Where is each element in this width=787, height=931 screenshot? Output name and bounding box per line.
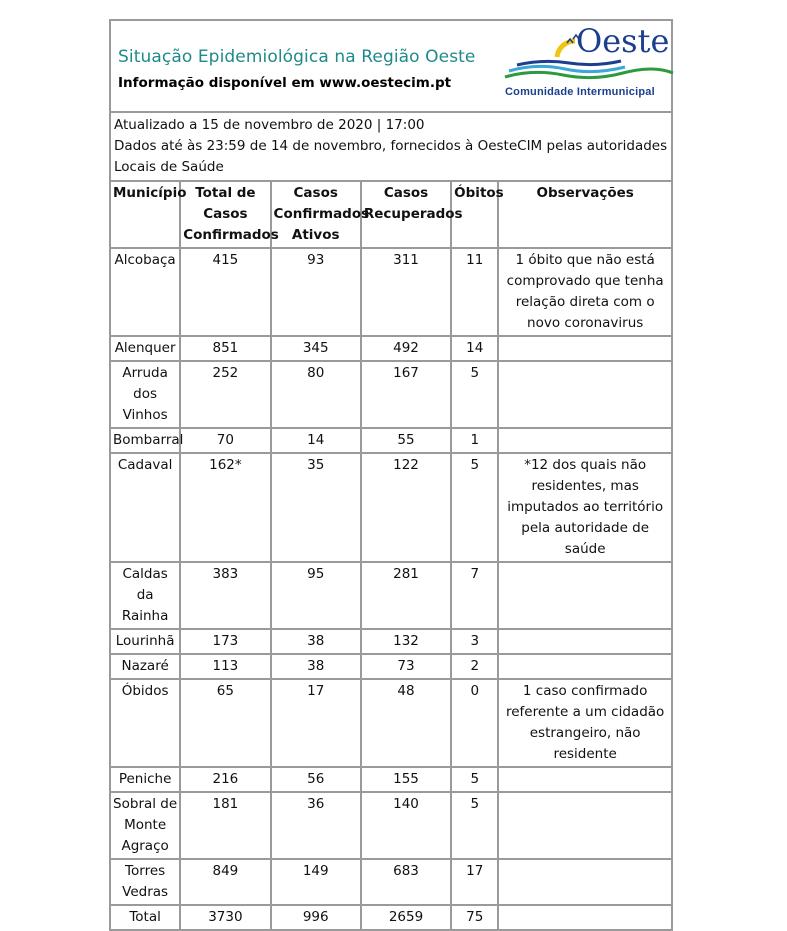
municipio-cell: Lourinhã [110,629,180,654]
table-row [110,679,672,767]
logo-subtitle: Comunidade Intermunicipal [505,86,655,98]
obitos-cell: 0 [451,679,498,767]
table-row [110,767,672,792]
obitos-cell: 7 [451,562,498,629]
table-row [110,428,672,453]
obs-cell: 1 óbito que não está comprovado que tenha relação direta com o novo coronavirus [498,248,672,336]
municipio-cell: Nazaré [110,654,180,679]
table-row [110,654,672,679]
total-cell: 849 [180,859,270,905]
table-row [110,792,672,859]
recuperados-cell: 167 [361,361,451,428]
obitos-cell: 5 [451,361,498,428]
municipio-cell: Caldas da Rainha [110,562,180,629]
col-ativos: Casos Confirmados Ativos [271,181,361,248]
ativos-cell: 56 [271,767,361,792]
total-total-cell: 3730 [180,905,270,930]
update-timestamp: Atualizado a 15 de novembro de 2020 | 17:00 [114,117,425,133]
total-obs-cell [498,905,672,930]
obitos-cell: 5 [451,453,498,562]
table-row [110,562,672,629]
total-cell: 181 [180,792,270,859]
obs-cell [498,859,672,905]
municipio-cell: Torres Vedras [110,859,180,905]
obitos-cell: 17 [451,859,498,905]
obitos-cell: 5 [451,792,498,859]
col-total: Total de Casos Confirmados [180,181,270,248]
ativos-cell: 35 [271,453,361,562]
obs-cell [498,767,672,792]
obs-cell: *12 dos quais não residentes, mas imputados ao território pela autoridade de saúde [498,453,672,562]
obitos-cell: 5 [451,767,498,792]
table-row [110,453,672,562]
total-cell: 65 [180,679,270,767]
total-cell: 415 [180,248,270,336]
ativos-cell: 93 [271,248,361,336]
ativos-cell: 36 [271,792,361,859]
recuperados-cell: 281 [361,562,451,629]
recuperados-cell: 311 [361,248,451,336]
ativos-cell: 95 [271,562,361,629]
total-cell: 851 [180,336,270,361]
obitos-cell: 2 [451,654,498,679]
ativos-cell: 149 [271,859,361,905]
municipio-cell: Alcobaça [110,248,180,336]
logo-word: Oeste [576,22,670,60]
obitos-cell: 14 [451,336,498,361]
recuperados-cell: 492 [361,336,451,361]
obitos-cell: 1 [451,428,498,453]
table-row [110,629,672,654]
recuperados-cell: 155 [361,767,451,792]
obs-cell [498,361,672,428]
obs-cell [498,654,672,679]
total-cell: 252 [180,361,270,428]
epidemiological-table [109,19,673,931]
recuperados-cell: 55 [361,428,451,453]
recuperados-cell: 140 [361,792,451,859]
obitos-cell: 3 [451,629,498,654]
obs-cell [498,336,672,361]
page-title: Situação Epidemiológica na Região Oeste [118,47,476,67]
column-header-row [110,181,672,248]
col-obitos: Óbitos [451,181,498,248]
total-row [110,905,672,930]
ativos-cell: 38 [271,629,361,654]
update-row [110,112,672,181]
col-municipio: Município [110,181,180,248]
header-cell [110,20,672,112]
update-info [110,112,672,181]
municipio-cell: Bombarral [110,428,180,453]
ativos-cell: 80 [271,361,361,428]
obs-cell: 1 caso confirmado referente a um cidadão estrangeiro, não residente [498,679,672,767]
municipio-cell: Arruda dos Vinhos [110,361,180,428]
info-source: Informação disponível em www.oestecim.pt [118,75,452,91]
table-row [110,859,672,905]
recuperados-cell: 683 [361,859,451,905]
municipio-cell: Sobral de Monte Agraço [110,792,180,859]
recuperados-cell: 122 [361,453,451,562]
municipio-cell: Peniche [110,767,180,792]
total-recuperados-cell: 2659 [361,905,451,930]
obs-cell [498,792,672,859]
total-ativos-cell: 996 [271,905,361,930]
total-cell: 162* [180,453,270,562]
total-cell: 70 [180,428,270,453]
obitos-cell: 11 [451,248,498,336]
municipio-cell: Óbidos [110,679,180,767]
oeste-logo [503,22,675,99]
ativos-cell: 17 [271,679,361,767]
ativos-cell: 38 [271,654,361,679]
obs-cell [498,428,672,453]
table-row [110,248,672,336]
municipio-cell: Cadaval [110,453,180,562]
total-cell: 216 [180,767,270,792]
ativos-cell: 345 [271,336,361,361]
obs-cell [498,562,672,629]
col-recuperados: Casos Recuperados [361,181,451,248]
total-cell: 173 [180,629,270,654]
table-row [110,336,672,361]
total-cell: 113 [180,654,270,679]
ativos-cell: 14 [271,428,361,453]
total-obitos-cell: 75 [451,905,498,930]
obs-cell [498,629,672,654]
col-observacoes: Observações [498,181,672,248]
header-row [110,20,672,112]
data-source-note: Dados até às 23:59 de 14 de novembro, fornecidos à OesteCIM pelas autoridades Locais de Saúde [114,138,668,175]
total-cell: 383 [180,562,270,629]
municipio-cell: Alenquer [110,336,180,361]
recuperados-cell: 48 [361,679,451,767]
recuperados-cell: 132 [361,629,451,654]
total-label: Total [110,905,180,930]
table-row [110,361,672,428]
recuperados-cell: 73 [361,654,451,679]
